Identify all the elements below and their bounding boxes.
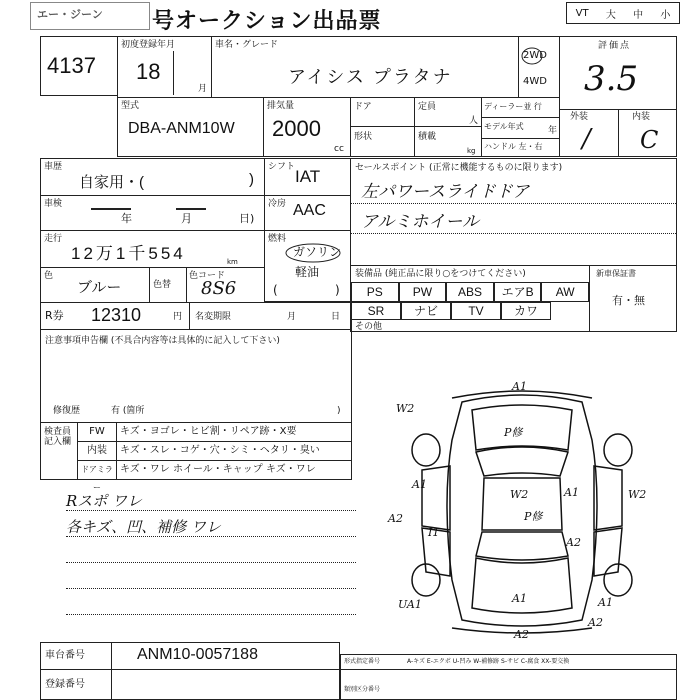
equipment-box bbox=[350, 265, 590, 332]
model-box bbox=[211, 36, 519, 98]
exterior-label: 外装 bbox=[570, 112, 589, 122]
reg-number-label: 登録番号 bbox=[45, 679, 85, 690]
drive-2wd: 2WD bbox=[523, 50, 547, 61]
inspector-row-1-head: FW bbox=[78, 423, 117, 441]
size-large: 大 bbox=[605, 9, 616, 21]
door-label: ドア bbox=[354, 102, 372, 112]
year-unit: 年 bbox=[548, 126, 558, 136]
exterior-interior-box bbox=[559, 109, 677, 157]
logo-text: エー・ジーン bbox=[37, 8, 103, 21]
chassis-label: 車台番号 bbox=[45, 650, 85, 661]
capacity-unit: 人 bbox=[469, 116, 479, 126]
use-history-box bbox=[40, 158, 265, 196]
door-form-box bbox=[350, 97, 415, 157]
sales-point-1: 左パワースライドドア bbox=[361, 182, 530, 202]
recycle-label: R券 bbox=[45, 309, 64, 322]
equipment-label: 装備品 (純正品に限り○をつけてください) bbox=[355, 269, 526, 279]
inspector-row-1 bbox=[78, 423, 351, 442]
name-change-label: 名変期限 bbox=[195, 312, 232, 322]
form-label: 形状 bbox=[354, 132, 373, 142]
inspection-label: 車検 bbox=[44, 199, 63, 209]
first-registration-label: 初度登録年月 bbox=[121, 40, 176, 50]
displacement-value: 2000 bbox=[272, 116, 321, 141]
equip-tv: TV bbox=[451, 302, 501, 320]
mileage-value: 12万1千554 bbox=[71, 244, 186, 263]
month-unit: 月 bbox=[198, 84, 208, 94]
sales-point-2: アルミホイール bbox=[361, 212, 479, 232]
first-registration-year: 18 bbox=[136, 59, 161, 84]
inspector-rows bbox=[78, 423, 351, 492]
inspector-row-3 bbox=[78, 461, 351, 492]
legend-box bbox=[340, 654, 677, 700]
registration-box bbox=[40, 669, 340, 700]
displacement-box bbox=[263, 97, 351, 157]
car-damage-diagram bbox=[388, 380, 652, 641]
type-label: 型式 bbox=[121, 101, 140, 111]
equipment-row-1 bbox=[351, 282, 589, 302]
mark-trunk: A1 bbox=[512, 592, 527, 605]
mark-left-rear: UA1 bbox=[398, 598, 422, 611]
interior-label: 内装 bbox=[632, 112, 651, 122]
size-class-box bbox=[566, 2, 680, 24]
mark-roof: W2 bbox=[510, 488, 529, 501]
recycle-box bbox=[40, 302, 352, 330]
sales-points-label: セールスポイント (正常に機能するものに限ります) bbox=[355, 163, 563, 173]
mark-rear-bumper: A2 bbox=[514, 628, 529, 641]
name-change-day: 日 bbox=[331, 312, 341, 322]
model-year-label: モデル年式 bbox=[484, 122, 524, 131]
interior-value: C bbox=[640, 126, 659, 154]
equip-aw: AW bbox=[541, 282, 589, 302]
equip-abs: ABS bbox=[446, 282, 494, 302]
kg-unit: kg bbox=[467, 147, 476, 155]
mark-front-bumper: A1 bbox=[512, 380, 527, 393]
mark-right-fender: W2 bbox=[628, 488, 647, 501]
equipment-row-2 bbox=[351, 302, 589, 320]
inspector-row-1-text: キズ・ヨゴレ・ヒビ割・リペア跡・X要 bbox=[120, 426, 297, 437]
drive-box bbox=[518, 36, 560, 98]
shift-value: IAT bbox=[295, 167, 321, 186]
chassis-box bbox=[40, 642, 340, 670]
equip-airbag: エアB bbox=[494, 282, 542, 302]
lot-number: 4137 bbox=[47, 53, 96, 78]
mark-right-rear-door: A2 bbox=[566, 536, 581, 549]
inspector-label: 検査員記入欄 bbox=[44, 427, 72, 447]
equip-pw: PW bbox=[399, 282, 447, 302]
use-history-label: 車歴 bbox=[44, 162, 63, 172]
page-title: 号オークション出品票 bbox=[152, 9, 382, 34]
inspector-notes-area bbox=[40, 480, 352, 630]
equip-sr: SR bbox=[351, 302, 401, 320]
repair-close: ) bbox=[337, 406, 341, 416]
drive-selected-circle bbox=[521, 47, 543, 65]
color-code-label: 色コード bbox=[189, 271, 226, 281]
mark-rear-window: P修 bbox=[524, 510, 543, 523]
mark-front-left: W2 bbox=[396, 402, 415, 415]
use-history-close: ) bbox=[249, 171, 254, 188]
repair-value: 有 (箇所 bbox=[111, 406, 145, 416]
inspector-note-1: Rスポ ワレ bbox=[66, 492, 143, 510]
mileage-label: 走行 bbox=[44, 234, 63, 244]
warranty-box bbox=[589, 265, 677, 332]
warranty-value: 有・無 bbox=[612, 294, 645, 307]
name-change-month: 月 bbox=[287, 312, 297, 322]
fuel-gasoline: ガソリン bbox=[293, 245, 342, 259]
handle-label: ハンドル 左・右 bbox=[484, 142, 543, 151]
shift-label: シフト bbox=[268, 162, 296, 172]
equip-ps: PS bbox=[351, 282, 399, 302]
notes-label: 注意事項申告欄 (不具合内容等は具体的に記入して下さい) bbox=[45, 336, 280, 346]
capacity-label: 定員 bbox=[418, 102, 437, 112]
mark-left-rear-door: I1 bbox=[428, 526, 440, 539]
repair-label: 修復歴 bbox=[53, 406, 81, 416]
score-value: 3.5 bbox=[584, 59, 639, 99]
mark-right-front-door: A1 bbox=[564, 486, 579, 499]
model-label: 車名・グレード bbox=[215, 40, 279, 50]
exterior-value: / bbox=[582, 124, 591, 154]
warranty-label: 新車保証書 bbox=[596, 269, 636, 278]
drive-4wd: 4WD bbox=[523, 76, 547, 87]
lot-number-box bbox=[40, 36, 118, 96]
ac-value: AAC bbox=[293, 202, 326, 219]
type-box bbox=[117, 97, 264, 157]
loading-label: 積載 bbox=[418, 132, 437, 142]
auction-logo bbox=[30, 2, 150, 30]
color-label: 色 bbox=[44, 271, 54, 281]
inspector-row-2 bbox=[78, 442, 351, 461]
score-label: 評価点 bbox=[598, 41, 632, 51]
inspector-row-3-head: ドアミラー bbox=[78, 461, 117, 479]
inspector-row-2-text: キズ・スレ・コゲ・穴・シミ・ヘタリ・臭い bbox=[120, 445, 320, 456]
fuel-paren-close: ) bbox=[335, 283, 340, 297]
inspection-box bbox=[40, 195, 265, 231]
mileage-box bbox=[40, 230, 265, 268]
displacement-label: 排気量 bbox=[267, 101, 295, 111]
color-code-value: 8S6 bbox=[201, 278, 237, 299]
inspector-row-2-head: 内装 bbox=[78, 442, 117, 460]
mark-left-front-door: A1 bbox=[412, 478, 427, 491]
notes-box bbox=[40, 329, 352, 423]
size-medium: 中 bbox=[633, 9, 644, 21]
fuel-label: 燃料 bbox=[268, 234, 287, 244]
fuel-light-oil: 軽油 bbox=[295, 265, 320, 279]
fuel-paren-open: ( bbox=[273, 283, 278, 297]
fuel-selected-circle bbox=[285, 243, 341, 263]
size-vt: VT bbox=[575, 7, 589, 19]
model-value: アイシス プラタナ bbox=[288, 67, 453, 87]
recycle-value: 12310 bbox=[91, 305, 142, 325]
color-change-label: 色替 bbox=[153, 280, 172, 290]
inspector-box bbox=[40, 422, 352, 492]
dealer-box bbox=[481, 97, 560, 157]
ac-label: 冷房 bbox=[268, 199, 287, 209]
size-small: 小 bbox=[660, 9, 671, 21]
inspector-row-3-text: キズ・ワレ ホイール・キャップ キズ・ワレ bbox=[120, 464, 316, 475]
inspector-note-2: 各キズ、凹、補修 ワレ bbox=[66, 518, 221, 536]
legend-text: A-キズ E-エクボ U-凹み W-補修跡 S-サビ C-腐食 XX-要交換 bbox=[407, 658, 570, 665]
dealer-label: ディーラー並 行 bbox=[484, 102, 542, 111]
capacity-box bbox=[414, 97, 482, 157]
mark-right-rear-bumper: A2 bbox=[588, 616, 603, 629]
footer-label-1: 形式指定番号 bbox=[344, 658, 381, 665]
mark-right-rear: A1 bbox=[598, 596, 613, 609]
mark-hood: P修 bbox=[504, 426, 523, 439]
equip-navi: ナビ bbox=[401, 302, 451, 320]
footer-label-2: 類別区分番号 bbox=[344, 686, 381, 693]
other-label: その他 bbox=[355, 322, 383, 332]
shift-box bbox=[264, 158, 351, 196]
inspection-month-unit: 月 bbox=[181, 212, 192, 225]
mark-left-side: A2 bbox=[388, 512, 403, 525]
equip-other-1: カワ bbox=[501, 302, 551, 320]
cc-unit: cc bbox=[334, 144, 344, 154]
yen-unit: 円 bbox=[173, 312, 183, 322]
inspection-day-unit: 日) bbox=[239, 212, 255, 225]
type-value: DBA-ANM10W bbox=[128, 120, 235, 137]
color-value: ブルー bbox=[77, 279, 122, 296]
chassis-value: ANM10-0057188 bbox=[137, 646, 258, 663]
first-registration-box bbox=[117, 36, 212, 98]
inspection-year-unit: 年 bbox=[121, 212, 132, 225]
fuel-box bbox=[264, 230, 351, 302]
use-history-value: 自家用・( bbox=[79, 174, 144, 191]
km-unit: km bbox=[227, 258, 238, 266]
ac-box bbox=[264, 195, 351, 231]
score-box bbox=[559, 36, 677, 110]
color-box bbox=[40, 267, 265, 303]
sales-points-box bbox=[350, 158, 677, 266]
